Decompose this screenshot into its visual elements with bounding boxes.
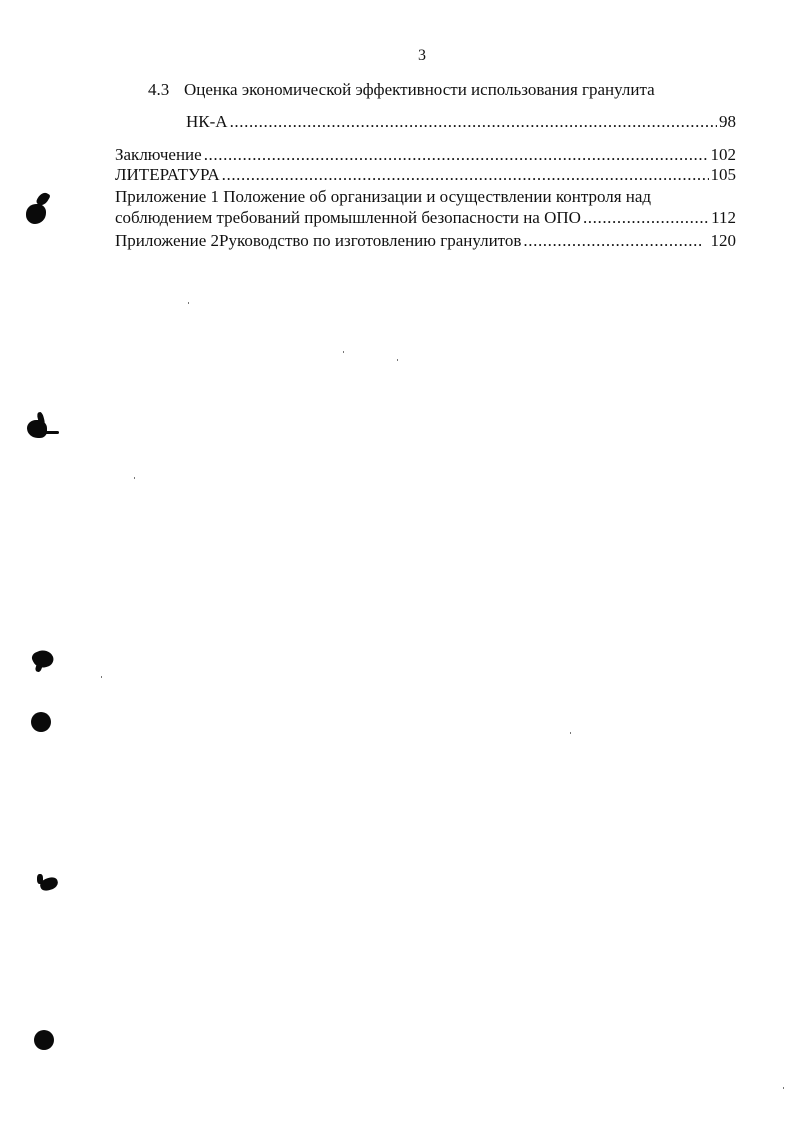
punch-hole-blot [45,431,59,434]
scan-speck [397,359,398,361]
toc-entry-appendix-1-line1: Приложение 1 Положение об организации и осуществлении контроля над [115,187,652,206]
toc-entry-appendix-1-line2 [115,208,736,228]
toc-entry-4-3-title-text: Оценка экономической эффективности использования гранулита [184,80,655,99]
toc-entry-appendix-1-line2-text: соблюдением требований промышленной безопасности на ОПО [115,208,581,227]
scan-speck [188,302,189,304]
punch-hole-blot [37,874,43,884]
punch-hole-blot [31,712,51,732]
scan-speck [570,732,571,734]
toc-entry-appendix-2-title: Приложение 2Руководство по изготовлению гранулитов [115,231,522,250]
toc-leader-dots [230,112,717,132]
toc-entry-literature-title: ЛИТЕРАТУРА [115,165,220,184]
punch-hole-blot [30,647,56,672]
toc-leader-dots [204,145,709,165]
toc-entry-conclusion [115,145,736,165]
toc-entry-4-3-page: 98 [719,112,736,131]
toc-entry-literature [115,165,736,185]
scan-speck [134,477,135,479]
scan-speck [101,676,102,678]
toc-entry-conclusion-title: Заключение [115,145,202,164]
toc-entry-4-3-number: 4.3 [148,80,170,99]
punch-hole-blot [26,204,46,224]
punch-hole-blot [34,1030,54,1050]
scan-speck [343,351,344,353]
toc-entry-appendix-2 [115,231,736,251]
toc-entry-4-3-continuation-text: НК-А [186,112,228,131]
toc-entry-conclusion-page: 102 [710,145,736,164]
toc-leader-dots [523,231,700,251]
page-number: 3 [418,47,426,64]
toc-entry-appendix-1-page: 112 [711,208,736,227]
toc-entry-4-3-title [148,80,655,100]
scan-speck [783,1087,784,1089]
toc-leader-dots [222,165,709,185]
toc-entry-literature-page: 105 [710,165,736,184]
toc-entry-4-3-continuation [186,112,736,132]
toc-entry-appendix-2-page: 120 [710,231,736,250]
toc-leader-dots [583,208,709,228]
